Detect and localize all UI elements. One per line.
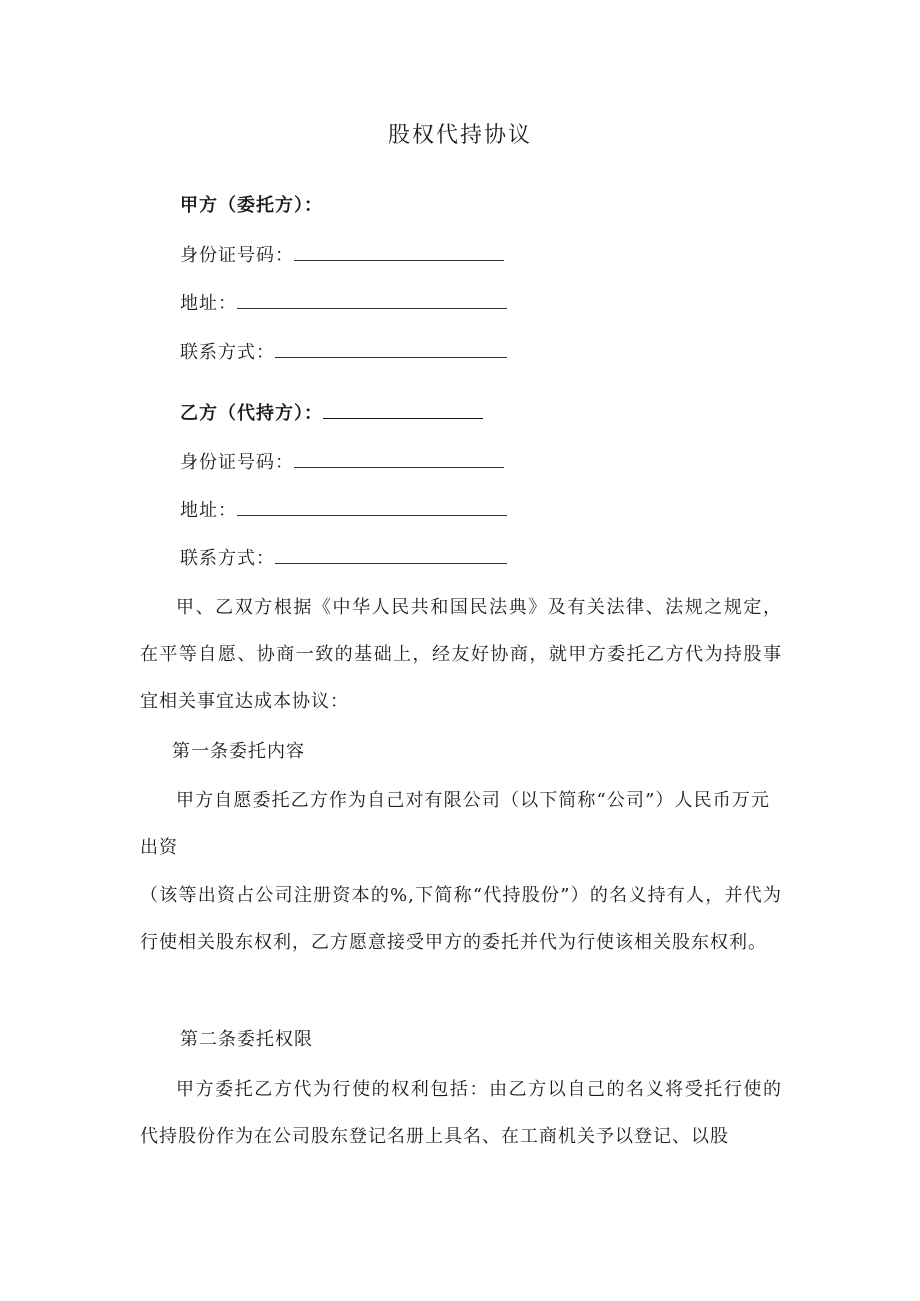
party-b-row — [180, 400, 483, 426]
document-title: 股权代持协议 — [387, 123, 532, 148]
party-b-address-label: 地址： — [180, 500, 237, 521]
party-b-contact-label: 联系方式： — [180, 548, 275, 569]
preamble-paragraph: 甲、乙双方根据《中华人民共和国民法典》及有关法律、法规之规定，在平等自愿、协商一致的基础上，经友好协商，就甲方委托乙方代为持股事宜相关事宜达成本协议： — [140, 597, 782, 712]
party-b-contact-row — [180, 545, 507, 571]
party-a-id-label: 身份证号码： — [180, 245, 294, 266]
article-1-paragraph-1: 甲方自愿委托乙方作为自己对有限公司（以下简称“公司”）人民币万元出资 — [140, 790, 770, 858]
party-b-id-row — [180, 449, 504, 475]
party-a-address-blank — [237, 290, 507, 309]
party-a-contact-row — [180, 339, 507, 365]
party-b-address-blank — [237, 497, 507, 516]
party-a-contact-blank — [275, 339, 507, 358]
party-a-address-label: 地址： — [180, 293, 237, 314]
article-2-paragraph-1: 甲方委托乙方代为行使的权利包括：由乙方以自己的名义将受托行使的代持股份作为在公司股东登记名册上具名、在工商机关予以登记、以股 — [140, 1079, 782, 1147]
party-a-id-blank — [294, 242, 504, 261]
party-b-address-row — [180, 497, 507, 523]
party-b-id-blank — [294, 449, 504, 468]
party-b-heading: 乙方（代持方）： — [180, 403, 323, 424]
party-b-id-label: 身份证号码： — [180, 452, 294, 473]
party-a-contact-label: 联系方式： — [180, 342, 275, 363]
party-a-id-row — [180, 242, 504, 268]
article-1-heading: 第一条委托内容 — [172, 741, 305, 762]
party-b-name-blank — [323, 400, 483, 419]
party-b-contact-blank — [275, 545, 507, 564]
article-2-heading: 第二条委托权限 — [180, 1029, 313, 1050]
party-a-heading: 甲方（委托方）： — [180, 195, 323, 216]
article-1-paragraph-2: （该等出资占公司注册资本的%,下简称“代持股份”）的名义持有人，并代为行使相关股东权利，乙方愿意接受甲方的委托并代为行使该相关股东权利。 — [140, 885, 782, 953]
party-a-address-row — [180, 290, 507, 316]
